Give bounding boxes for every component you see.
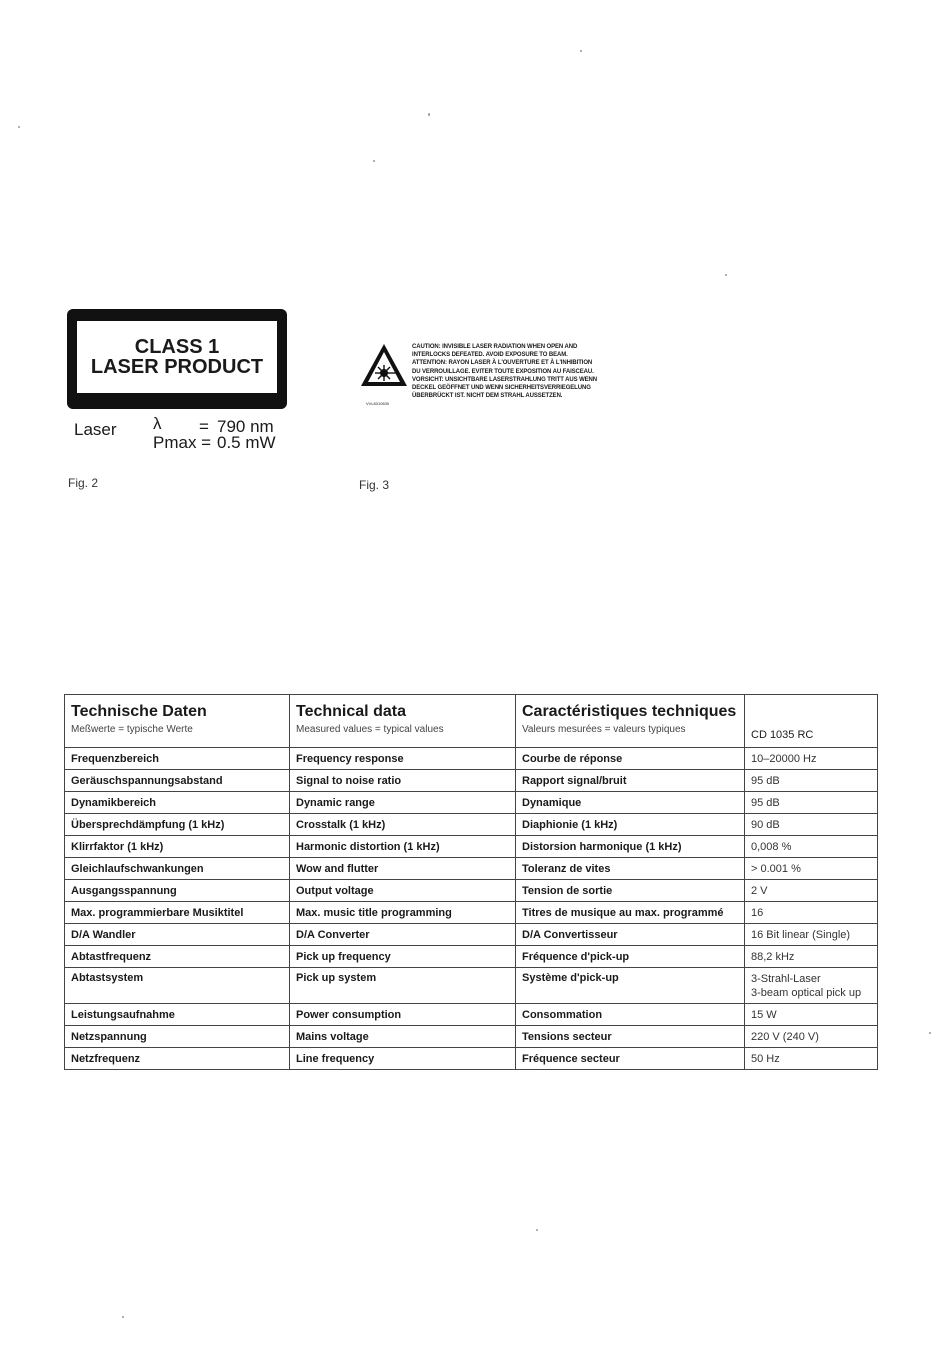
table-row [65,902,878,924]
table-row [65,836,878,858]
cell-fr: Consommation [516,1004,745,1026]
cell-value: 0,008 % [745,836,878,858]
lambda-value: 790 nm [217,417,274,436]
laser-class-label-inner [77,321,277,393]
header-de-title: Technische Daten [71,703,207,720]
cell-value: 2 V [745,880,878,902]
table-row [65,1004,878,1026]
scan-speck [373,160,375,162]
laser-class-line1: CLASS 1 [134,336,220,358]
cell-value: > 0.001 % [745,858,878,880]
table-row [65,770,878,792]
warning-line: ATTENTION: RAYON LASER À L'OUVERTURE ET À L'INHIBITION [412,360,593,367]
header-fr [516,695,745,748]
cell-value: 88,2 kHz [745,946,878,968]
warning-line: INTERLOCKS DEFEATED. AVOID EXPOSURE TO BEAM. [412,352,568,359]
header-de-subtitle: Meßwerte = typische Werte [71,724,193,735]
cell-value [745,968,878,1004]
warning-line: VORSICHT: UNSICHTBARE LASERSTRAHLUNG TRITT AUS WENN [412,376,598,383]
cell-de: Klirrfaktor (1 kHz) [65,836,290,858]
laser-class-label [67,309,287,409]
cell-de: Übersprechdämpfung (1 kHz) [65,814,290,836]
table-row [65,946,878,968]
cell-fr: Toleranz de vites [516,858,745,880]
cell-fr: Dynamique [516,792,745,814]
cell-en: Crosstalk (1 kHz) [290,814,516,836]
scan-speck [725,274,727,276]
cell-value: 10–20000 Hz [745,748,878,770]
cell-de: Leistungsaufnahme [65,1004,290,1026]
cell-en: Power consumption [290,1004,516,1026]
table-row [65,968,878,1004]
cell-fr: Tension de sortie [516,880,745,902]
header-fr-subtitle: Valeurs mesurées = valeurs typiques [522,724,686,735]
laser-warning-icon [360,343,408,387]
cell-fr: Courbe de réponse [516,748,745,770]
warning-line: DU VERROUILLAGE. EVITER TOUTE EXPOSITION AU FAISCEAU. [412,368,594,375]
cell-de: Netzspannung [65,1026,290,1048]
cell-en: Harmonic distortion (1 kHz) [290,836,516,858]
table-row [65,1048,878,1070]
cell-en: Mains voltage [290,1026,516,1048]
header-de [65,695,290,748]
cell-fr: Fréquence secteur [516,1048,745,1070]
fig2-caption: Fig. 2 [68,476,99,490]
header-en-title: Technical data [296,703,406,720]
laser-word: Laser [74,420,117,439]
scan-speck [580,50,582,52]
scan-speck [18,126,20,128]
cell-fr: Tensions secteur [516,1026,745,1048]
cell-de: D/A Wandler [65,924,290,946]
warning-line: ÜBERBRÜCKT IST. NICHT DEM STRAHL AUSSETZEN. [412,393,563,400]
table-row [65,1026,878,1048]
header-en-subtitle: Measured values = typical values [296,724,444,735]
scan-speck [122,1316,124,1318]
cell-en: Pick up frequency [290,946,516,968]
cell-en: Wow and flutter [290,858,516,880]
scan-speck [929,1032,931,1034]
table-header-row [65,695,878,748]
cell-value: 95 dB [745,770,878,792]
cell-value: 16 [745,902,878,924]
cell-fr: Distorsion harmonique (1 kHz) [516,836,745,858]
cell-en: Line frequency [290,1048,516,1070]
cell-fr: Système d'pick-up [516,968,745,1004]
laser-class-line2: LASER PRODUCT [90,356,264,378]
scan-speck [428,113,430,116]
cell-en: Signal to noise ratio [290,770,516,792]
cell-de: Abtastfrequenz [65,946,290,968]
table-row [65,748,878,770]
cell-fr: Titres de musique au max. programmé [516,902,745,924]
header-en [290,695,516,748]
cell-en: Dynamic range [290,792,516,814]
cell-fr: Rapport signal/bruit [516,770,745,792]
cell-fr: D/A Convertisseur [516,924,745,946]
cell-en: Frequency response [290,748,516,770]
cell-de: Ausgangsspannung [65,880,290,902]
cell-de: Gleichlaufschwankungen [65,858,290,880]
cell-value: 90 dB [745,814,878,836]
cell-value-line1: 3-Strahl-Laser [751,973,821,985]
warning-text [412,343,612,400]
cell-fr: Diaphionie (1 kHz) [516,814,745,836]
table-row [65,858,878,880]
cell-de: Geräuschspannungsabstand [65,770,290,792]
cell-fr: Fréquence d'pick-up [516,946,745,968]
pmax-value: 0.5 mW [217,433,276,452]
lambda-equals: = [199,417,209,436]
cell-de: Abtastsystem [65,968,290,1004]
cell-value: 16 Bit linear (Single) [745,924,878,946]
cell-en: Pick up system [290,968,516,1004]
technical-data-table [64,694,878,1070]
table-row [65,792,878,814]
scan-speck [536,1229,538,1231]
cell-de: Netzfrequenz [65,1048,290,1070]
cell-de: Dynamikbereich [65,792,290,814]
cell-value: 220 V (240 V) [745,1026,878,1048]
header-model: CD 1035 RC [745,695,878,748]
pmax-label: Pmax = [153,433,212,452]
warning-line: CAUTION: INVISIBLE LASER RADIATION WHEN OPEN AND [412,344,578,350]
cell-value: 15 W [745,1004,878,1026]
warning-line: DECKEL GEÖFFNET UND WENN SICHERHEITSVERRIEGELUNG [412,385,591,392]
cell-de: Max. programmierbare Musiktitel [65,902,290,924]
cell-value: 95 dB [745,792,878,814]
header-fr-title: Caractéristiques techniques [522,703,737,720]
fig3-caption: Fig. 3 [359,478,390,492]
cell-value-line2: 3-beam optical pick up [751,987,862,999]
table-row [65,814,878,836]
lambda-symbol: λ [153,414,162,433]
warning-code: VVL8310630 [366,401,390,406]
table-row [65,924,878,946]
table-row [65,880,878,902]
cell-value: 50 Hz [745,1048,878,1070]
cell-en: D/A Converter [290,924,516,946]
cell-en: Output voltage [290,880,516,902]
cell-de: Frequenzbereich [65,748,290,770]
cell-en: Max. music title programming [290,902,516,924]
